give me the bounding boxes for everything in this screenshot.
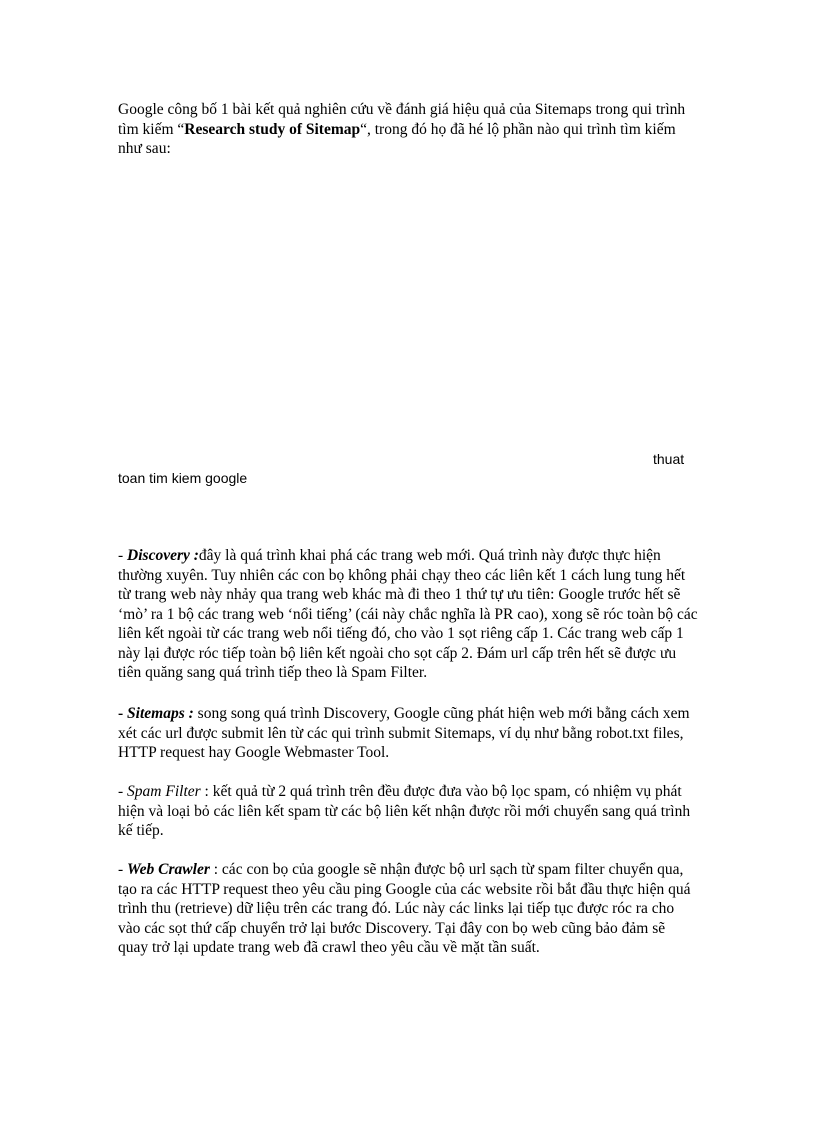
web-crawler-dash: - [118, 861, 128, 878]
discovery-text: đây là quá trình khai phá các trang web mới. Quá trình này được thực hiện thường xuyên. Tuy nhiên các con bọ không phải chạy theo các liên kết 1 cách lung tung hết từ trang web này nhảy qua trang web khác mà đi theo 1 thứ tự ưu tiên: Google trước hết sẽ ‘mò’ ra 1 bộ các trang web ‘nổi tiếng’ (cái này chắc nghĩa là PR cao), xong sẽ róc toàn bộ các liên kết ngoài từ các trang web nổi tiếng đó, cho vào 1 sọt riêng cấp 1. Các trang web cấp 1 này lại được róc tiếp toàn bộ liên kết ngoài cho sọt cấp 2. Đám url cấp trên hết sẽ được ưu tiên quăng sang quá trình tiếp theo là Spam Filter. [118, 547, 698, 681]
intro-paragraph [118, 100, 698, 159]
spam-filter-term: Spam Filter [127, 783, 201, 800]
sitemaps-dash: - [118, 705, 128, 722]
web-crawler-term: Web Crawler [127, 861, 210, 878]
spam-filter-paragraph [118, 782, 698, 841]
web-crawler-paragraph [118, 860, 698, 958]
sitemaps-term: Sitemaps : [127, 705, 194, 722]
image-caption-part1: thuat [653, 451, 685, 467]
sitemaps-paragraph [118, 704, 698, 763]
spam-filter-dash: - [118, 783, 128, 800]
discovery-paragraph [118, 546, 698, 683]
intro-text-after: “, trong đó họ đã hé lộ phần nào qui trình tìm kiếm như sau: [118, 120, 676, 157]
sitemaps-text: song song quá trình Discovery, Google cũng phát hiện web mới bằng cách xem xét các url được submit lên từ các qui trình submit Sitemaps, ví dụ như bằng robot.txt files, HTTP request hay Google Webmaster Tool. [118, 705, 690, 761]
discovery-term: Discovery : [127, 547, 199, 564]
discovery-dash: - [118, 547, 128, 564]
intro-bold-title: Research study of Sitemap [184, 120, 361, 138]
image-caption-part2: toan tim kiem google [118, 470, 248, 486]
missing-image-area [118, 175, 698, 445]
web-crawler-text: : các con bọ của google sẽ nhận được bộ url sạch từ spam filter chuyển qua, tạo ra các HTTP request theo yêu cầu ping Google của các website rồi bắt đầu thực hiện quá trình thu (retrieve) dữ liệu trên các trang đó. Lúc này các links lại tiếp tục được róc ra cho vào các sọt thứ cấp chuyển trở lại bước Discovery. Tại đây con bọ web cũng bảo đảm sẽ quay trở lại update trang web đã crawl theo yêu cầu về mặt tần suất. [118, 861, 691, 956]
spam-filter-text: : kết quả từ 2 quá trình trên đều được đưa vào bộ lọc spam, có nhiệm vụ phát hiện và loại bỏ các liên kết spam từ các bộ liên kết nhận được rồi mới chuyển sang quá trình kế tiếp. [118, 783, 691, 839]
intro-text-before: Google công bố 1 bài kết quả nghiên cứu về đánh giá hiệu quả của Sitemaps trong qui trình tìm kiếm “ [118, 101, 686, 138]
